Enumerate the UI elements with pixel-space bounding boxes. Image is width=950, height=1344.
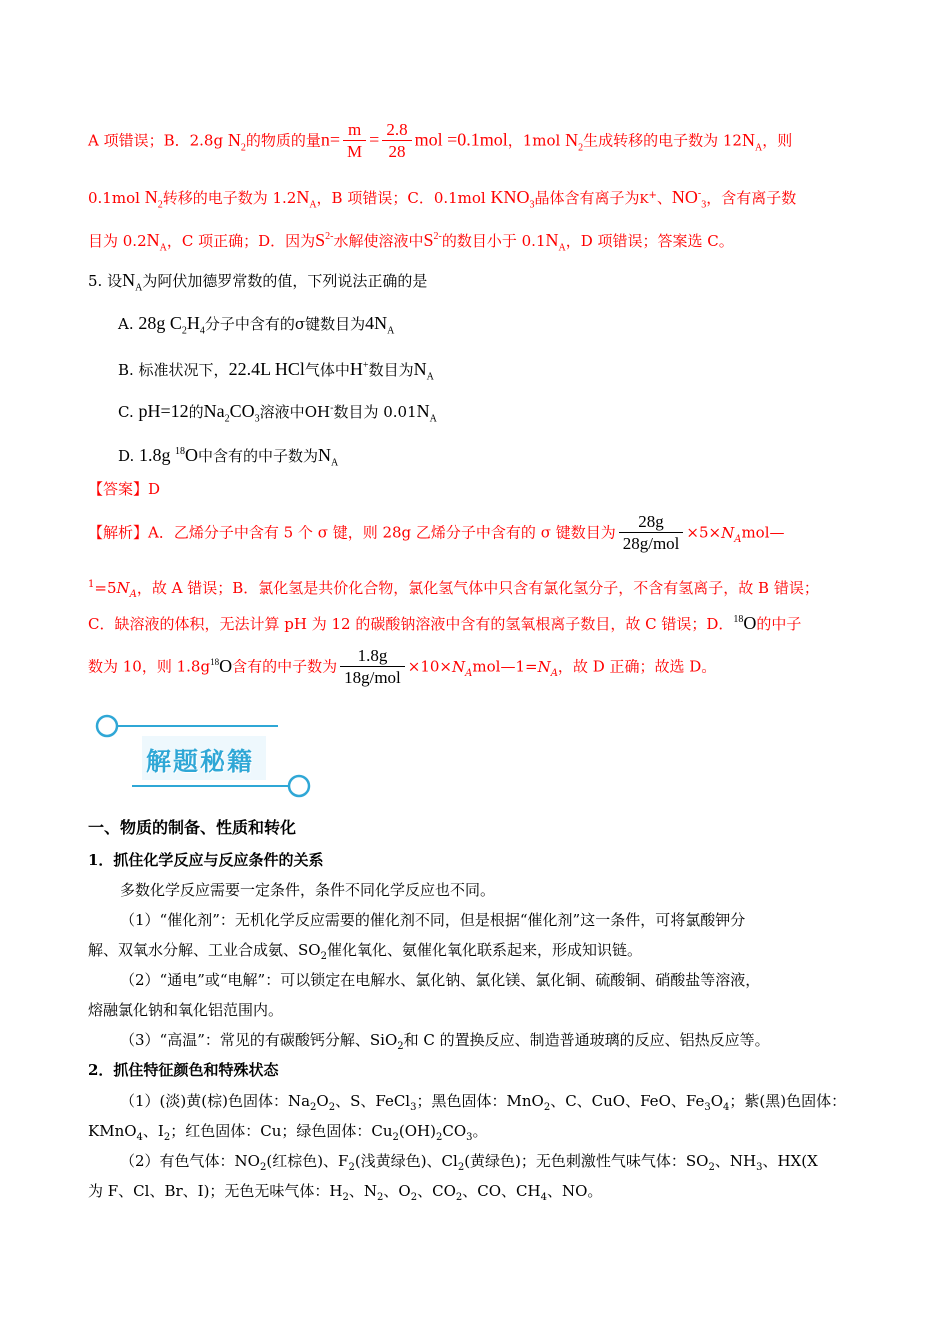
subheading-1: 1．抓住化学反应与反应条件的关系: [88, 851, 324, 869]
formula-na: $N_A$: [537, 657, 558, 679]
section-heading: 一、物质的制备、性质和转化: [88, 818, 297, 837]
formula-na: $N_A$: [318, 445, 339, 469]
formula-hcl: 22.4L HCl: [228, 359, 305, 379]
formula-mass: 28g: [138, 313, 170, 333]
text: =: [524, 657, 538, 676]
text: 转移的电子数为 1.2: [162, 189, 297, 207]
formula-na: $N_A$: [545, 230, 566, 254]
prev-analysis-line-1: [88, 120, 792, 163]
text: 的数目小于 0.1: [441, 232, 546, 250]
prev-analysis-line-2: [88, 183, 796, 217]
paragraph-3b: 熔融氯化钠和氧化铝范围内。: [88, 1001, 284, 1019]
formula-ph: pH=12: [138, 401, 189, 421]
paragraph-2b: 解、双氧水分解、工业合成氨、$SO_2$催化氧化、氨催化氧化联系起来，形成知识链。: [88, 941, 642, 962]
text: 中含有的中子数为: [198, 447, 319, 465]
text: C．缺溶液的体积，无法计算 pH 为 12 的碳酸钠溶液中含有的氢氧根离子数目，故 C 错误；D．: [88, 615, 734, 633]
text: —1: [500, 657, 525, 676]
text: 水解使溶液中: [333, 232, 424, 250]
formula-na2co3: $Na_2CO_3$: [203, 401, 260, 425]
formula-na: $N_A$: [741, 129, 763, 154]
question-5-stem: [88, 269, 427, 300]
text: ，故 D 正确；故选 D。: [557, 657, 717, 676]
text: ×5×: [686, 523, 722, 542]
prev-analysis-line-3: [88, 226, 734, 260]
text: ，1mol: [507, 131, 566, 150]
formula-na: $N_A$: [146, 230, 167, 254]
option-label: A.: [118, 315, 139, 333]
analysis-line-2: [88, 574, 819, 606]
formula-oh-ion: OH-: [304, 403, 334, 421]
paragraph-2a: （1）“催化剂”：无机化学反应需要的催化剂不同，但是根据“催化剂”这一条件，可将氯酸钾分: [120, 911, 746, 929]
formula-k-ion: K+: [639, 190, 657, 206]
subheading-2: 2．抓住特征颜色和特殊状态: [88, 1061, 279, 1079]
formula-na: $N_A$: [122, 270, 143, 294]
text: 的: [188, 403, 204, 421]
formula-h-ion: H+: [349, 359, 369, 379]
analysis-line-1: [88, 512, 785, 555]
text: 分子中含有的σ键数目为: [204, 315, 366, 333]
text: ，含有离子数: [706, 189, 797, 207]
text: 目为 0.2: [88, 232, 147, 250]
text: 含有的中子数为: [232, 657, 338, 676]
analysis-label: 【解析】: [88, 523, 149, 542]
text: 溶液中: [259, 403, 305, 421]
fraction-2.8-over-28: $\frac{2.8}{28}$: [382, 120, 411, 163]
analysis-line-4: [88, 646, 716, 689]
fraction-28g-over-28gmol: $\frac{28g}{\text{28g/mol}}$: [619, 512, 684, 555]
answer-line: [88, 478, 160, 500]
option-label: B. 标准状况下，: [118, 361, 229, 379]
formula-n-eq: n=: [320, 129, 341, 150]
option-b: [118, 355, 434, 389]
text: =5: [94, 579, 117, 597]
banner-title: 解题秘籍: [146, 747, 255, 776]
text: ，D 项错误；答案选 C。: [565, 232, 734, 250]
option-label: D.: [118, 447, 140, 465]
formula-4na: $4N_A$: [365, 313, 395, 337]
formula-na: $N_A$: [296, 187, 317, 211]
formula-s2-ion: $S^{2-}$: [315, 230, 334, 250]
analysis-line-3: [88, 609, 801, 635]
text: ，则: [762, 131, 793, 150]
text: A．乙烯分子中含有 5 个 σ 键，则 28g 乙烯分子中含有的 σ 键数目为: [148, 523, 616, 542]
text: —: [769, 523, 785, 542]
text: 0.1mol: [88, 189, 145, 207]
formula-n2: $N_2$: [227, 129, 246, 154]
formula-18o: $^{18}$O: [175, 445, 199, 465]
formula-na: $N_A$: [116, 579, 137, 600]
paragraph-8: 为 F、Cl、Br、I)；无色无味气体：$H_2$、$N_2$、$O_2$、$CO_2$、CO、$CH_4$、NO。: [88, 1182, 603, 1203]
text: 数目为: [368, 361, 414, 379]
text: 气体中: [304, 361, 350, 379]
text: 的中子: [756, 615, 802, 633]
text: ，故 A 错误；B．氯化氢是共价化合物，氯化氢气体中只含有氯化氢分子，不含有氢离子，故 B 错误；: [136, 579, 819, 597]
text: 、: [656, 189, 672, 207]
superscript: 1: [88, 579, 95, 590]
text: 5. 设: [88, 272, 123, 290]
formula-n2: $N_2$: [144, 187, 163, 211]
answer-label: 【答案】: [88, 480, 149, 498]
text: 为阿伏加德罗常数的值，下列说法正确的是: [142, 272, 428, 290]
fraction-m-over-M: $\frac{m}{M}$: [343, 120, 366, 163]
equals-sign: =: [369, 129, 380, 150]
formula-s2-ion: $S^{2-}$: [423, 230, 442, 250]
text: ×10×: [407, 657, 453, 676]
formula-no3-ion: $NO^-_3$: [671, 187, 707, 211]
formula-kno3: $KNO_3$: [490, 187, 535, 211]
formula-18o: $^{18}$O: [210, 655, 233, 676]
paragraph-3a: （2）“通电”或“电解”：可以锁定在电解水、氯化钠、氯化镁、氯化铜、硫酸铜、硝酸盐等溶液，: [120, 971, 761, 989]
formula-na: $N_A$: [452, 657, 473, 679]
option-a: [118, 312, 394, 343]
section-banner: [92, 708, 316, 808]
formula-na: $N_A$: [416, 401, 437, 425]
answer-value: D: [148, 480, 161, 498]
text: mol: [741, 523, 770, 542]
text: 的物质的量: [245, 131, 321, 150]
formula-mass: 1.8g: [139, 445, 176, 465]
option-label: C.: [118, 403, 139, 421]
formula-18o: $^{18}$O: [733, 613, 757, 633]
text: ，C 项正确；D．因为: [166, 232, 316, 250]
formula-na: $N_A$: [721, 523, 742, 545]
paragraph-7: （2）有色气体：$NO_2$(红棕色)、$F_2$(浅黄绿色)、$Cl_2$(黄绿色)；无色刺激性气味气体：$SO_2$、$NH_3$、HX(X: [120, 1152, 818, 1173]
paragraph-5: （1）(淡)黄(棕)色固体：$Na_2O_2$、S、FeCl$_3$；黑色固体：MnO$_2$、C、CuO、FeO、$Fe_3O_4$；紫(黑)色固体：: [120, 1092, 847, 1113]
paragraph-6: KMnO$_4$、$I_2$；红色固体：Cu；绿色固体：$Cu_2(OH)_2CO_3$。: [88, 1122, 488, 1143]
fraction-1.8g-over-18gmol: $\frac{1.8g}{\text{18g/mol}}$: [340, 646, 405, 689]
formula-na: $N_A$: [413, 359, 434, 383]
formula-mol-result: mol =0.1mol: [414, 129, 508, 150]
text: 晶体含有离子为: [534, 189, 640, 207]
text: mol: [472, 657, 501, 676]
paragraph-1: 多数化学反应需要一定条件，条件不同化学反应也不同。: [120, 881, 496, 899]
text: ，B 项错误；C．0.1mol: [316, 189, 491, 207]
formula-n2: $N_2$: [565, 129, 584, 154]
formula-c2h4: $C_2H_4$: [169, 313, 205, 337]
paragraph-4: （3）“高温”：常见的有碳酸钙分解、SiO$_2$和 C 的置换反应、制造普通玻璃的反应、铝热反应等。: [120, 1031, 770, 1052]
text: 数目为 0.01: [333, 403, 417, 421]
text: A 项错误；B．2.8g: [88, 131, 228, 150]
text: 生成转移的电子数为 12: [583, 131, 742, 150]
text: 数为 10，则 1.8g: [88, 657, 211, 676]
option-d: [118, 441, 338, 475]
option-c: [118, 398, 437, 431]
